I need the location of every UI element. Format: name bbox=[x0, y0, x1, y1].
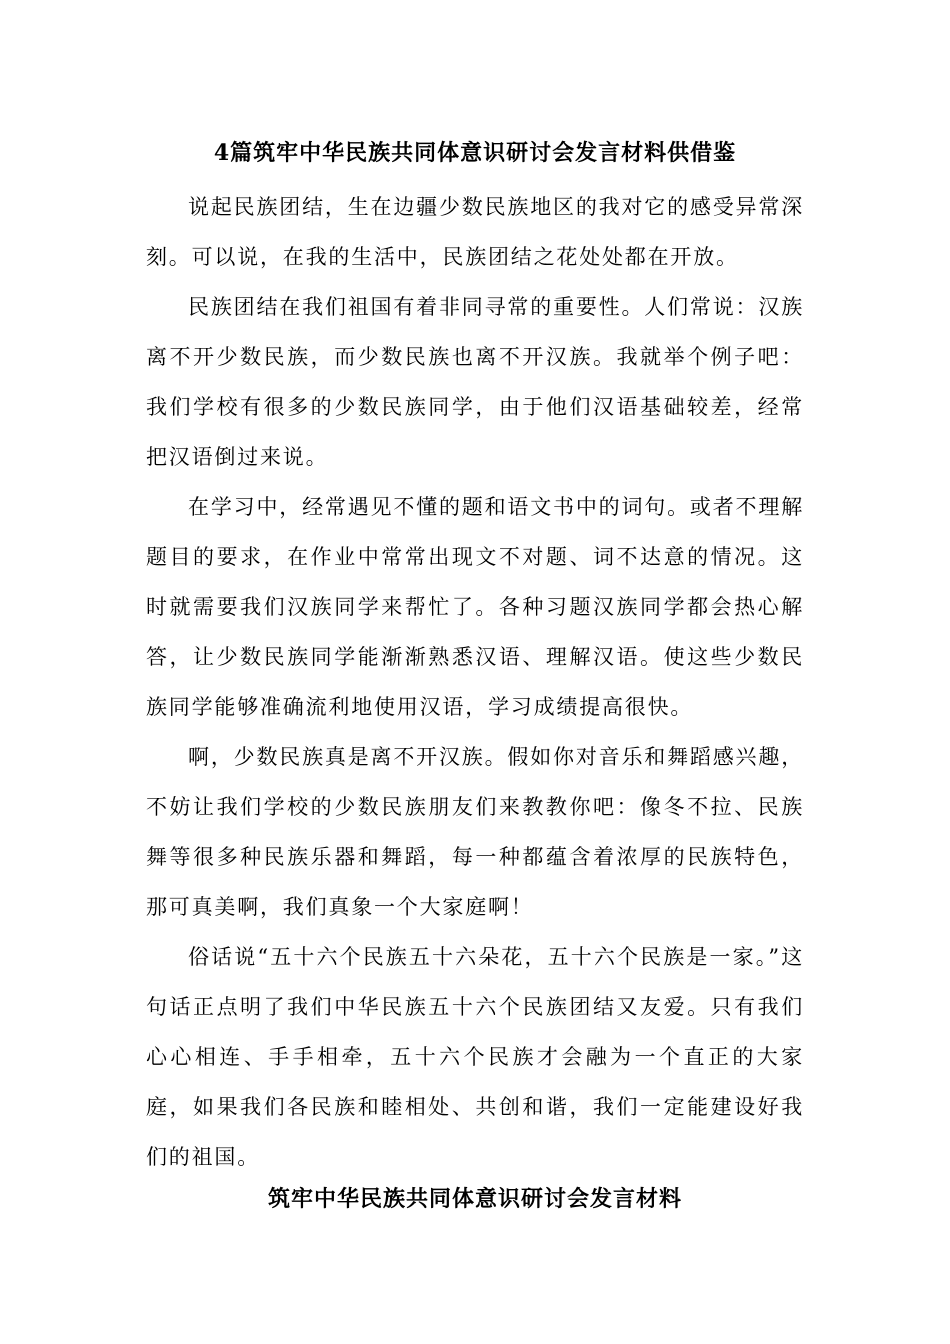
paragraph-4: 啊，少数民族真是离不开汉族。假如你对音乐和舞蹈感兴趣，不妨让我们学校的少数民族朋友们来教教你吧：像冬不拉、民族舞等很多种民族乐器和舞蹈，每一种都蕴含着浓厚的民族特色，那可真美啊，我们真象一个大家庭啊！ bbox=[146, 745, 804, 919]
paragraph-1: 说起民族团结，生在边疆少数民族地区的我对它的感受异常深刻。可以说，在我的生活中，民族团结之花处处都在开放。 bbox=[146, 195, 804, 269]
paragraph-2: 民族团结在我们祖国有着非同寻常的重要性。人们常说：汉族离不开少数民族，而少数民族也离不开汉族。我就举个例子吧：我们学校有很多的少数民族同学，由于他们汉语基础较差，经常把汉语倒过来说。 bbox=[146, 295, 804, 469]
document-title: 4篇筑牢中华民族共同体意识研讨会发言材料供借鉴 bbox=[213, 140, 737, 166]
paragraph-5: 俗话说“五十六个民族五十六朵花，五十六个民族是一家。”这句话正点明了我们中华民族五十六个民族团结又友爱。只有我们心心相连、手手相牵，五十六个民族才会融为一个直正的大家庭，如果我们各民族和睦相处、共创和谐，我们一定能建设好我们的祖国。 bbox=[146, 945, 804, 1169]
paragraph-3: 在学习中，经常遇见不懂的题和语文书中的词句。或者不理解题目的要求，在作业中常常出现文不对题、词不达意的情况。这时就需要我们汉族同学来帮忙了。各种习题汉族同学都会热心解答，让少数民族同学能渐渐熟悉汉语、理解汉语。使这些少数民族同学能够准确流利地使用汉语，学习成绩提高很快。 bbox=[146, 495, 804, 719]
section-subtitle: 筑牢中华民族共同体意识研讨会发言材料 bbox=[267, 1186, 682, 1212]
document-body bbox=[146, 182, 804, 1182]
